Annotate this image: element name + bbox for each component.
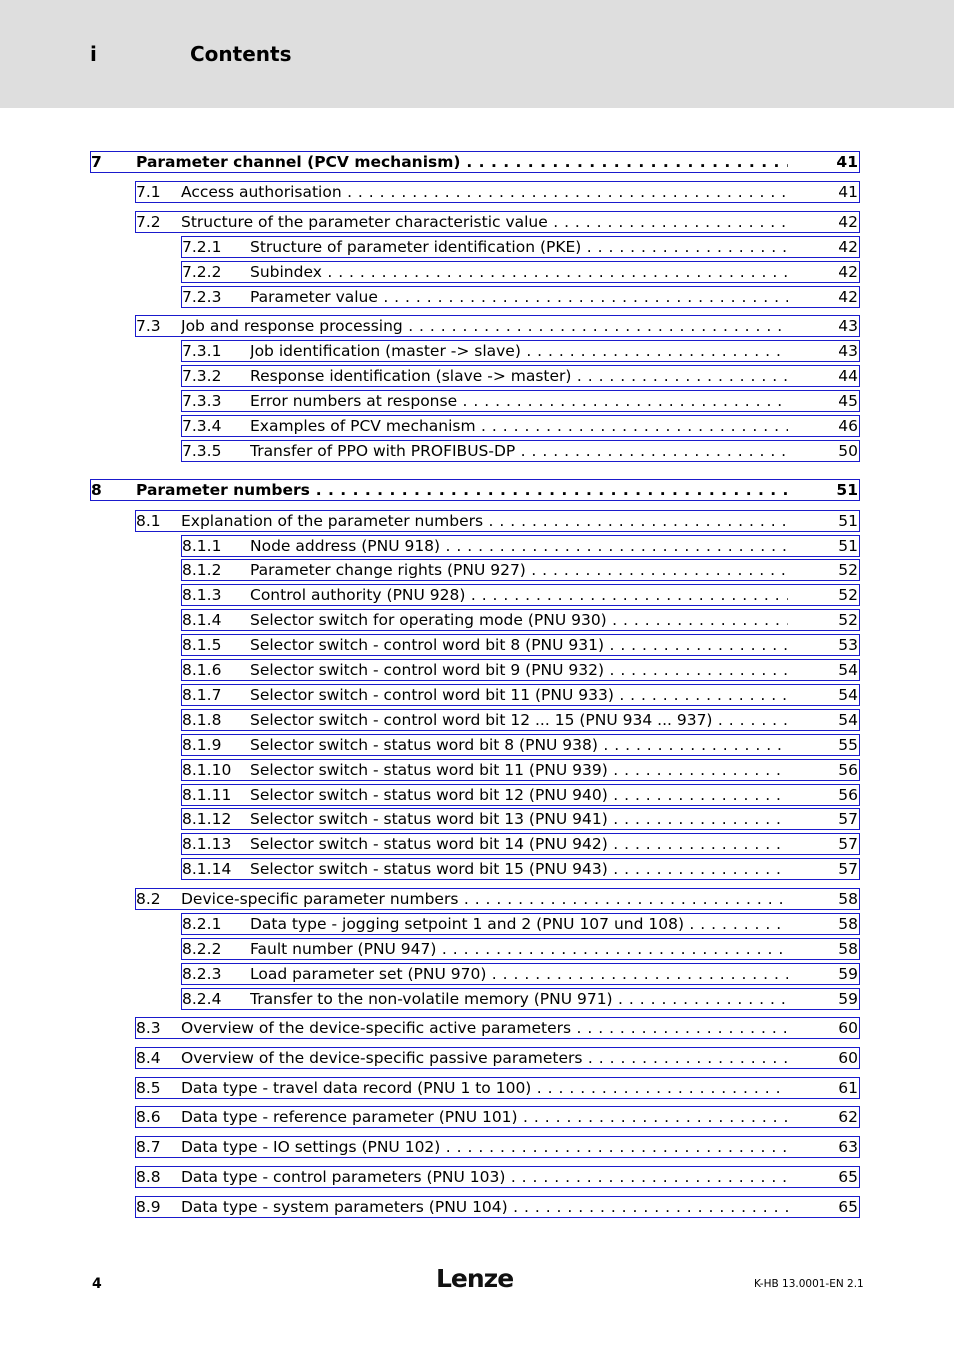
- toc-entry-number: 8.1.7: [182, 686, 222, 704]
- toc-entry-title: Load parameter set (PNU 970) . . .: [250, 964, 788, 984]
- toc-entry[interactable]: [135, 1196, 860, 1218]
- toc-entry-title: Overview of the device-specific passive parameters . . .: [181, 1048, 788, 1068]
- toc-entry-number: 8.6: [136, 1108, 161, 1126]
- toc-entry[interactable]: [181, 858, 860, 880]
- toc-entry[interactable]: [181, 236, 860, 258]
- toc-entry-page: 41: [836, 153, 858, 171]
- toc-entry-page: 57: [838, 810, 858, 828]
- toc-entry-page: 44: [838, 367, 858, 385]
- footer-document-id: K-HB 13.0001-EN 2.1: [754, 1278, 864, 1290]
- toc-entry-title: Data type - travel data record (PNU 1 to 100) . . .: [181, 1078, 788, 1098]
- toc-entry-title: Selector switch - status word bit 12 (PNU 940) . . .: [250, 785, 788, 805]
- toc-entry[interactable]: [181, 808, 860, 830]
- toc-entry[interactable]: [181, 261, 860, 283]
- toc-entry-number: 8.1.1: [182, 537, 222, 555]
- toc-entry[interactable]: [181, 963, 860, 985]
- toc-entry-number: 8.7: [136, 1138, 161, 1156]
- toc-entry-title: Selector switch - control word bit 12 ... 15 (PNU 934 ... 937) . . .: [250, 710, 788, 730]
- toc-entry-page: 53: [838, 636, 858, 654]
- toc-entry-title: Data type - control parameters (PNU 103) . . .: [181, 1167, 788, 1187]
- toc-entry-page: 56: [838, 761, 858, 779]
- toc-entry-number: 7.3: [136, 317, 161, 335]
- toc-entry-number: 8.4: [136, 1049, 161, 1067]
- toc-entry[interactable]: [181, 659, 860, 681]
- toc-entry-number: 7.3.3: [182, 392, 222, 410]
- toc-entry[interactable]: [181, 415, 860, 437]
- toc-entry-number: 7.3.4: [182, 417, 222, 435]
- toc-entry[interactable]: [135, 1047, 860, 1069]
- toc-entry[interactable]: [135, 1077, 860, 1099]
- toc-entry-page: 63: [838, 1138, 858, 1156]
- toc-entry-number: 7: [91, 153, 102, 171]
- toc-entry[interactable]: [181, 684, 860, 706]
- toc-entry-number: 7.1: [136, 183, 161, 201]
- toc-entry[interactable]: [181, 784, 860, 806]
- toc-entry-title: Selector switch - control word bit 8 (PNU 931) . . .: [250, 635, 788, 655]
- toc-entry[interactable]: [135, 181, 860, 203]
- toc-entry-page: 65: [838, 1198, 858, 1216]
- toc-entry-page: 54: [838, 711, 858, 729]
- toc-entry-number: 7.3.5: [182, 442, 222, 460]
- toc-entry-title: Selector switch - status word bit 14 (PNU 942) . . .: [250, 834, 788, 854]
- toc-entry-number: 8.1.11: [182, 786, 232, 804]
- toc-entry[interactable]: [135, 315, 860, 337]
- toc-entry-number: 7.3.2: [182, 367, 222, 385]
- toc-entry-number: 8.1.10: [182, 761, 232, 779]
- toc-entry-title: Device-specific parameter numbers . . .: [181, 889, 788, 909]
- toc-entry-title: Selector switch - status word bit 13 (PNU 941) . . .: [250, 809, 788, 829]
- page-title: Contents: [190, 42, 292, 66]
- toc-entry[interactable]: [181, 440, 860, 462]
- section-marker: i: [90, 42, 97, 66]
- toc-entry[interactable]: [181, 286, 860, 308]
- toc-entry-title: Data type - IO settings (PNU 102) . . .: [181, 1137, 788, 1157]
- toc-entry-number: 8.5: [136, 1079, 161, 1097]
- toc-entry-page: 58: [838, 890, 858, 908]
- toc-entry-title: Job identification (master -> slave) . . .: [250, 341, 788, 361]
- toc-entry-title: Data type - system parameters (PNU 104) . . .: [181, 1197, 788, 1217]
- toc-entry-number: 8.2.3: [182, 965, 222, 983]
- toc-entry-number: 8.1.2: [182, 561, 222, 579]
- toc-entry-page: 61: [838, 1079, 858, 1097]
- toc-entry-page: 52: [838, 611, 858, 629]
- toc-entry-title: Selector switch for operating mode (PNU 930) . . .: [250, 610, 788, 630]
- toc-entry-number: 8.1.13: [182, 835, 232, 853]
- toc-entry-title: Job and response processing . . .: [181, 316, 788, 336]
- toc-entry-page: 54: [838, 661, 858, 679]
- toc-entry-page: 57: [838, 860, 858, 878]
- toc-entry[interactable]: [181, 609, 860, 631]
- lenze-logo: Lenze: [436, 1264, 514, 1293]
- toc-entry[interactable]: [181, 709, 860, 731]
- toc-entry-page: 42: [838, 263, 858, 281]
- toc-entry[interactable]: [181, 340, 860, 362]
- toc-entry-number: 7.2.2: [182, 263, 222, 281]
- toc-entry-number: 8.2.2: [182, 940, 222, 958]
- toc-entry[interactable]: [135, 1136, 860, 1158]
- toc-entry-page: 51: [838, 512, 858, 530]
- toc-entry-page: 58: [838, 940, 858, 958]
- toc-entry-page: 42: [838, 238, 858, 256]
- toc-entry[interactable]: [135, 510, 860, 532]
- toc-entry-number: 8.2.1: [182, 915, 222, 933]
- toc-entry-page: 50: [838, 442, 858, 460]
- toc-entry[interactable]: [135, 211, 860, 233]
- toc-entry[interactable]: [90, 479, 860, 501]
- toc-entry-title: Selector switch - status word bit 8 (PNU 938) . . .: [250, 735, 788, 755]
- toc-entry-title: Overview of the device-specific active parameters . . .: [181, 1018, 788, 1038]
- toc-entry-page: 65: [838, 1168, 858, 1186]
- toc-entry-number: 8.3: [136, 1019, 161, 1037]
- toc-entry-title: Parameter value . . .: [250, 287, 788, 307]
- footer-page-number: 4: [92, 1276, 102, 1292]
- toc-entry-page: 51: [838, 537, 858, 555]
- toc-entry-page: 62: [838, 1108, 858, 1126]
- toc-entry[interactable]: [181, 390, 860, 412]
- toc-entry-page: 43: [838, 317, 858, 335]
- toc-entry-title: Control authority (PNU 928) . . .: [250, 585, 788, 605]
- toc-entry-page: 56: [838, 786, 858, 804]
- toc-entry-page: 42: [838, 213, 858, 231]
- toc-entry-title: Explanation of the parameter numbers . . .: [181, 511, 788, 531]
- toc-entry-page: 51: [836, 481, 858, 499]
- toc-entry-page: 54: [838, 686, 858, 704]
- toc-entry-page: 59: [838, 990, 858, 1008]
- toc-entry-title: Transfer of PPO with PROFIBUS-DP . . .: [250, 441, 788, 461]
- toc-entry[interactable]: [181, 913, 860, 935]
- toc-entry-page: 55: [838, 736, 858, 754]
- toc-entry-number: 8.1.8: [182, 711, 222, 729]
- toc-entry[interactable]: [181, 535, 860, 557]
- toc-entry-title: Examples of PCV mechanism . . .: [250, 416, 788, 436]
- toc-entry[interactable]: [181, 988, 860, 1010]
- toc-entry-title: Selector switch - control word bit 9 (PNU 932) . . .: [250, 660, 788, 680]
- toc-entry-number: 8.1.6: [182, 661, 222, 679]
- toc-entry[interactable]: [135, 1017, 860, 1039]
- toc-entry-number: 8.8: [136, 1168, 161, 1186]
- toc-entry-title: Transfer to the non-volatile memory (PNU 971) . . .: [250, 989, 788, 1009]
- toc-entry-page: 45: [838, 392, 858, 410]
- toc-entry-number: 7.2: [136, 213, 161, 231]
- toc-entry-title: Structure of parameter identification (PKE) . . .: [250, 237, 788, 257]
- toc-entry[interactable]: [90, 151, 860, 173]
- toc-entry-page: 60: [838, 1019, 858, 1037]
- toc-entry-number: 8.2.4: [182, 990, 222, 1008]
- toc-entry[interactable]: [181, 833, 860, 855]
- toc-entry-title: Subindex . . .: [250, 262, 788, 282]
- toc-entry-title: Selector switch - status word bit 15 (PNU 943) . . .: [250, 859, 788, 879]
- toc-entry-page: 43: [838, 342, 858, 360]
- toc-entry-title: Data type - reference parameter (PNU 101) . . .: [181, 1107, 788, 1127]
- toc-entry-page: 52: [838, 586, 858, 604]
- toc-entry-page: 60: [838, 1049, 858, 1067]
- toc-entry-number: 8.9: [136, 1198, 161, 1216]
- toc-entry-title: Response identification (slave -> master) . . .: [250, 366, 788, 386]
- toc-entry-number: 8.1.12: [182, 810, 232, 828]
- toc-entry[interactable]: [181, 365, 860, 387]
- toc-entry-page: 58: [838, 915, 858, 933]
- toc-entry[interactable]: [135, 1166, 860, 1188]
- toc-entry-page: 59: [838, 965, 858, 983]
- toc-entry-number: 7.2.3: [182, 288, 222, 306]
- toc-entry-number: 8.1.9: [182, 736, 222, 754]
- toc-entry[interactable]: [181, 559, 860, 581]
- toc-entry-number: 8.1: [136, 512, 161, 530]
- toc-entry[interactable]: [181, 759, 860, 781]
- toc-entry-title: Fault number (PNU 947) . . .: [250, 939, 788, 959]
- toc-entry-number: 8.1.3: [182, 586, 222, 604]
- toc-entry-title: Parameter change rights (PNU 927) . . .: [250, 560, 788, 580]
- toc-entry[interactable]: [181, 584, 860, 606]
- toc-entry-number: 8.2: [136, 890, 161, 908]
- toc-entry[interactable]: [135, 1106, 860, 1128]
- toc-entry-title: Structure of the parameter characteristic value . . .: [181, 212, 788, 232]
- toc-entry-title: Parameter channel (PCV mechanism) . . .: [136, 152, 788, 172]
- toc-entry-page: 52: [838, 561, 858, 579]
- toc-entry-title: Data type - jogging setpoint 1 and 2 (PNU 107 und 108) . . .: [250, 914, 788, 934]
- toc-entry[interactable]: [135, 888, 860, 910]
- toc-entry-title: Node address (PNU 918) . . .: [250, 536, 788, 556]
- toc-entry[interactable]: [181, 634, 860, 656]
- toc-entry-title: Error numbers at response . . .: [250, 391, 788, 411]
- toc-entry-number: 7.3.1: [182, 342, 222, 360]
- toc-entry-page: 42: [838, 288, 858, 306]
- toc-entry-number: 8.1.5: [182, 636, 222, 654]
- toc-entry-number: 7.2.1: [182, 238, 222, 256]
- toc-entry-title: Selector switch - status word bit 11 (PNU 939) . . .: [250, 760, 788, 780]
- toc-entry-page: 57: [838, 835, 858, 853]
- toc-entry-title: Selector switch - control word bit 11 (PNU 933) . . .: [250, 685, 788, 705]
- toc-entry-title: Access authorisation . . .: [181, 182, 788, 202]
- toc-entry-title: Parameter numbers . . .: [136, 480, 788, 500]
- toc-entry-page: 41: [838, 183, 858, 201]
- toc-entry[interactable]: [181, 734, 860, 756]
- toc-entry-number: 8.1.14: [182, 860, 232, 878]
- toc-entry[interactable]: [181, 938, 860, 960]
- toc-entry-number: 8.1.4: [182, 611, 222, 629]
- toc-entry-page: 46: [838, 417, 858, 435]
- toc-entry-number: 8: [91, 481, 102, 499]
